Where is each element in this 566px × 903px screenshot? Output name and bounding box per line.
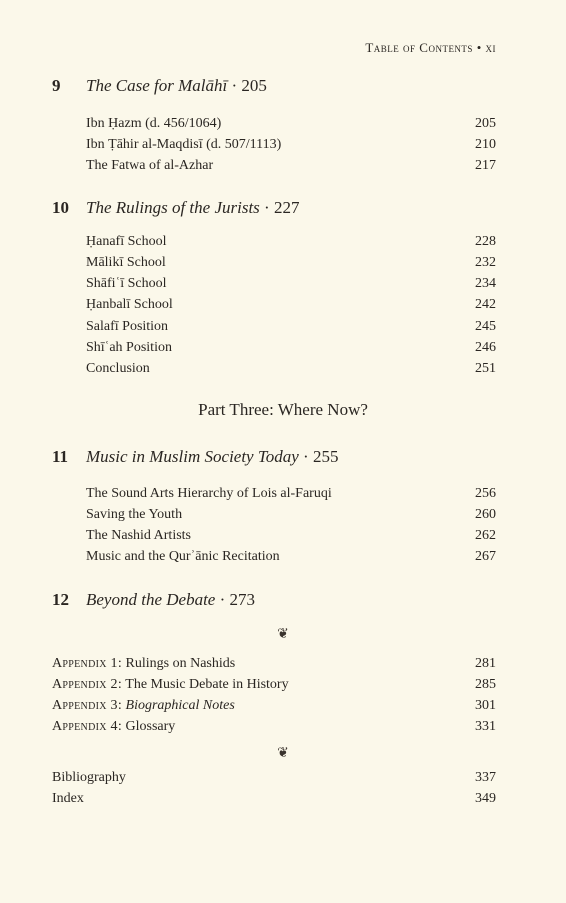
chapter-title: The Case for Malāhī (86, 76, 228, 95)
back-matter-page: 337 (475, 770, 496, 785)
entry-label: Mālikī School (86, 255, 166, 270)
entry-label: Ḥanafī School (86, 234, 167, 249)
appendix-page: 285 (475, 677, 496, 692)
chapter-heading (52, 198, 299, 218)
entry-label: Shīʿah Position (86, 340, 172, 355)
running-head: Table of Contents • xi (365, 40, 496, 55)
appendix-prefix: Appendix 1: (52, 656, 123, 671)
chapter-number: 9 (52, 76, 61, 95)
entry-label: Saving the Youth (86, 507, 183, 522)
back-matter-label: Bibliography (52, 770, 126, 785)
toc-entry (86, 319, 496, 339)
entry-label: Ibn Ḥazm (d. 456/1064) (86, 116, 222, 131)
entry-page: 251 (475, 361, 496, 376)
appendix-entry (52, 698, 496, 718)
toc-entry (86, 234, 496, 254)
entry-page: 256 (475, 486, 496, 501)
entry-page: 267 (475, 549, 496, 564)
entry-label: Music and the Qurʾānic Recitation (86, 549, 280, 564)
entry-page: 210 (475, 137, 496, 152)
toc-entry (86, 158, 496, 178)
chapter-page: · 227 (264, 198, 300, 217)
entry-page: 217 (475, 158, 496, 173)
chapter-title: The Rulings of the Jurists (86, 198, 260, 217)
toc-entry (86, 340, 496, 360)
entry-page: 245 (475, 319, 496, 334)
back-matter-entry (52, 791, 496, 811)
entry-page: 242 (475, 297, 496, 312)
appendix-page: 281 (475, 656, 496, 671)
appendix-entry (52, 656, 496, 676)
appendix-prefix: Appendix 2: (52, 677, 123, 692)
chapter-number: 11 (52, 447, 69, 466)
toc-entry (86, 297, 496, 317)
entry-page: 262 (475, 528, 496, 543)
entry-label: The Sound Arts Hierarchy of Lois al-Faruqi (86, 486, 332, 501)
entry-label: Salafī Position (86, 319, 169, 334)
chapter-title: Music in Muslim Society Today (86, 447, 299, 466)
toc-entry (86, 549, 496, 569)
chapter-number: 10 (52, 198, 69, 217)
chapter-title: Beyond the Debate (86, 590, 216, 609)
toc-entry (86, 116, 496, 136)
chapter-page: · 205 (231, 76, 267, 95)
entry-label: Ḥanbalī School (86, 297, 173, 312)
toc-entry (86, 528, 496, 548)
toc-entry (86, 255, 496, 275)
appendix-label: Biographical Notes (125, 698, 235, 713)
appendix-page: 331 (475, 719, 496, 734)
back-matter-entry (52, 770, 496, 790)
entry-page: 228 (475, 234, 496, 249)
toc-entry (86, 507, 496, 527)
appendix-entry (52, 719, 496, 739)
appendix-label: Rulings on Nashids (125, 656, 236, 671)
entry-label: Conclusion (86, 361, 150, 376)
appendix-prefix: Appendix 4: (52, 719, 123, 734)
fleuron-ornament-icon: ❦ (277, 746, 289, 761)
chapter-heading (52, 447, 338, 467)
chapter-heading (52, 76, 267, 96)
back-matter-label: Index (52, 791, 84, 806)
chapter-number: 12 (52, 590, 69, 609)
toc-entry (86, 276, 496, 296)
chapter-heading (52, 590, 255, 610)
toc-entry (86, 361, 496, 381)
entry-label: The Nashid Artists (86, 528, 191, 543)
entry-page: 246 (475, 340, 496, 355)
entry-page: 260 (475, 507, 496, 522)
entry-page: 234 (475, 276, 496, 291)
entry-label: Shāfiʿī School (86, 276, 167, 291)
entry-page: 232 (475, 255, 496, 270)
chapter-page: · 273 (219, 590, 256, 609)
entry-page: 205 (475, 116, 496, 131)
appendix-page: 301 (475, 698, 496, 713)
appendix-entry (52, 677, 496, 697)
entry-label: Ibn Ṭāhir al-Maqdisī (d. 507/1113) (86, 137, 282, 152)
appendix-label: The Music Debate in History (125, 677, 289, 692)
toc-entry (86, 137, 496, 157)
part-heading: Part Three: Where Now? (198, 400, 368, 419)
entry-label: The Fatwa of al-Azhar (86, 158, 214, 173)
back-matter-page: 349 (475, 791, 496, 806)
appendix-label: Glossary (125, 719, 176, 734)
chapter-page: · 255 (303, 447, 339, 466)
appendix-prefix: Appendix 3: (52, 698, 123, 713)
fleuron-ornament-icon: ❦ (277, 627, 289, 642)
toc-entry (86, 486, 496, 506)
